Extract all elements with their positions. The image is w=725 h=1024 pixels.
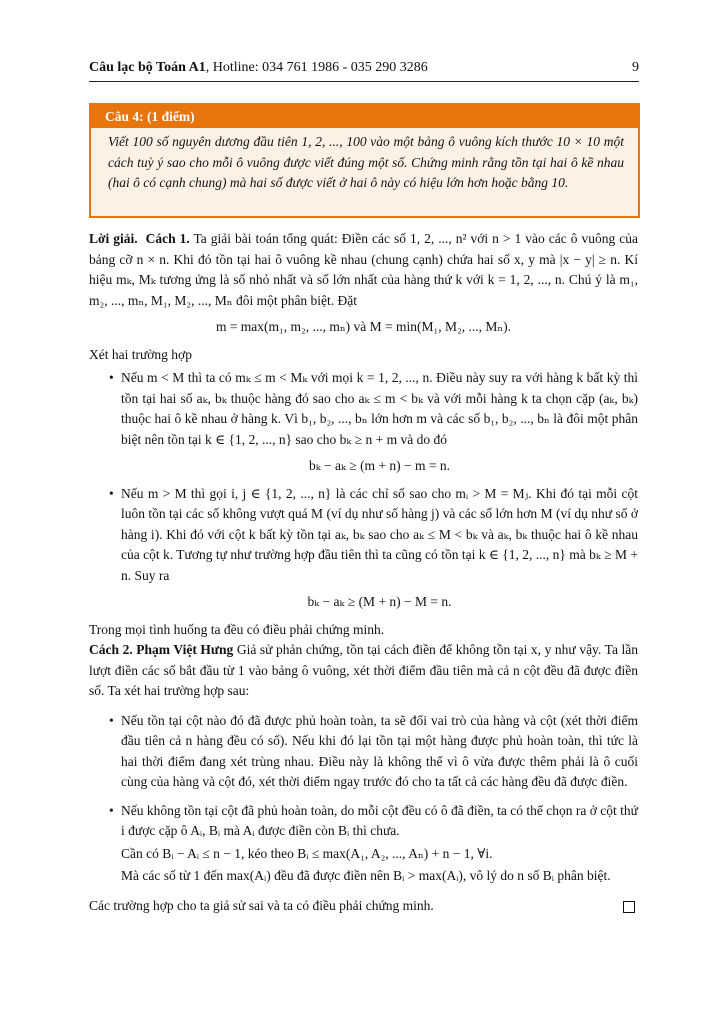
method2-case-1-text: Nếu tồn tại cột nào đó đã được phủ hoàn toàn, ta sẽ đổi vai trò của hàng và cột (xét thời điểm đầu tiên cả n hàng đều có số). Nếu khi đó lại tồn tại một hàng được phủ hoàn toàn, thì tức là hai thời điểm đang xét trùng nhau. Điều này là không thể vì ô vừa được thêm phải là ô cuối cùng của hàng và cột đó, xét thời điểm ngay trước đó cho ta tất cả các hàng đều đã được điền. [121,712,638,789]
solution-intro [89,229,638,311]
page-number: 9 [632,60,639,75]
method2-case-2 [89,801,638,887]
bullet-icon: • [109,485,114,501]
method1-label: Cách 1. [145,231,190,246]
conclusion-2: Các trường hợp cho ta giả sử sai và ta có điều phải chứng minh. [89,897,434,913]
question-box [89,103,640,218]
case-list [89,368,638,613]
solution-label: Lời giải. [89,231,138,246]
cases-intro: Xét hai trường hợp [89,346,192,362]
equation-definition: m = max(m₁, m₂, ..., mₙ) và M = min(M₁, M₂, ..., Mₙ). [215,319,512,334]
case-1-equation: bₖ − aₖ ≥ (m + n) − m = n. [308,458,451,473]
case-2 [89,484,638,613]
qed-square-icon [623,901,635,913]
case-1 [89,368,638,477]
conclusion-2-row [89,896,638,917]
bullet-icon: • [109,802,114,818]
hotline: , Hotline: 034 761 1986 - 035 290 3286 [205,60,428,75]
method2-label: Cách 2. Phạm Việt Hưng [89,642,234,657]
header-rule [89,81,639,82]
method2-case-list [89,711,638,887]
case-2-text: Nếu m > M thì gọi i, j ∈ {1, 2, ..., n} là các chỉ số sao cho mᵢ > M = Mⱼ. Khi đó tại mỗi cột luôn tồn tại các số không vượt quá M (ví dụ như số hàng j) và các số lớn hơn M (ví dụ như số ở hàng i). Khi đó với cột k bất kỳ tồn tại aₖ, bₖ sao cho aₖ ≤ M < bₖ và aₖ, bₖ thuộc hai ô kề nhau của cột k. Tương tự như trường hợp đầu tiên thì ta cũng có tồn tại k ∈ {1, 2, ..., n} mà bₖ ≥ M + n. Suy ra [121,485,638,583]
method2-text: Giả sử phản chứng, tồn tại cách điền để không tồn tại x, y như vậy. Ta lần lượt điền các số bắt đầu từ 1 vào bảng ô vuông, xét thời điểm đầu tiên mà cả n cột đều đã được điền số. Ta xét hai trường hợp sau: [89,642,638,698]
method2-case-2-c: Mà các số từ 1 đến max(Aᵢ) đều đã được điền nên Bᵢ > max(Aᵢ), vô lý do n số Bᵢ phân biệt. [121,868,611,883]
solution-body [89,229,638,916]
question-text: Viết 100 số nguyên dương đầu tiên 1, 2, ..., 100 vào một bảng ô vuông kích thước 10 × 10 một cách tuỳ ý sao cho mỗi ô vuông được viết đúng một số. Chứng minh rằng tồn tại hai ô kề nhau (hai ô có cạnh chung) mà hai số được viết ở hai ô này có hiệu lớn hơn hoặc bằng 10. [108,134,624,190]
case-1-text: Nếu m < M thì ta có mₖ ≤ m < Mₖ với mọi k = 1, 2, ..., n. Điều này suy ra với hàng k bất kỳ thì tồn tại hai số aₖ, bₖ thuộc hàng đó sao cho aₖ ≤ m < bₖ và với mỗi hàng k ta chọn cặp (aₖ, bₖ) thuộc hai ô kề nhau ở hàng k. Vì b₁, b₂, ..., bₙ lớn hơn m và các số b₁, b₂, ..., bₙ là đôi một phân biệt nên tồn tại k ∈ {1, 2, ..., n} sao cho bₖ ≥ n + m và do đó [121,370,638,447]
question-title: Câu 4: (1 điểm) [91,105,638,128]
method2-case-1 [89,711,638,793]
method2-paragraph [89,640,638,702]
club-name: Câu lạc bộ Toán A1 [89,60,206,75]
method1-intro: Ta giải bài toán tổng quát: Điền các số 1, 2, ..., n² với n > 1 vào các ô vuông của bảng cỡ n × n. Khi đó tồn tại hai ô vuông kề nhau (chung cạnh) chứa hai số x, y mà |x − y| ≥ n. Kí hiệu mₖ, Mₖ tương ứng là số nhỏ nhất và số lớn nhất của hàng thứ k với k = 1, 2, ..., n. Chú ý là m₁, m₂, ..., mₙ, M₁, M₂, ..., Mₙ đôi một phân biệt. Đặt [89,231,638,308]
method2-case-2-b: Cần có Bᵢ − Aᵢ ≤ n − 1, kéo theo Bᵢ ≤ max(A₁, A₂, ..., Aₙ) + n − 1, ∀i. [121,845,493,861]
bullet-icon: • [109,370,114,385]
case-2-equation: bₖ − aₖ ≥ (M + n) − M = n. [307,594,452,609]
page-header [89,58,639,78]
conclusion-1: Trong mọi tình huống ta đều có điều phải chứng minh. [89,621,385,637]
method2-case-2-text: Nếu không tồn tại cột đã phủ hoàn toàn, do mỗi cột đều có ô đã điền, ta có thể chọn ra ở cột thứ i được cặp ô Aᵢ, Bᵢ mà Aᵢ được điền còn Bᵢ thì chưa. [121,802,638,838]
bullet-icon: • [109,712,114,728]
